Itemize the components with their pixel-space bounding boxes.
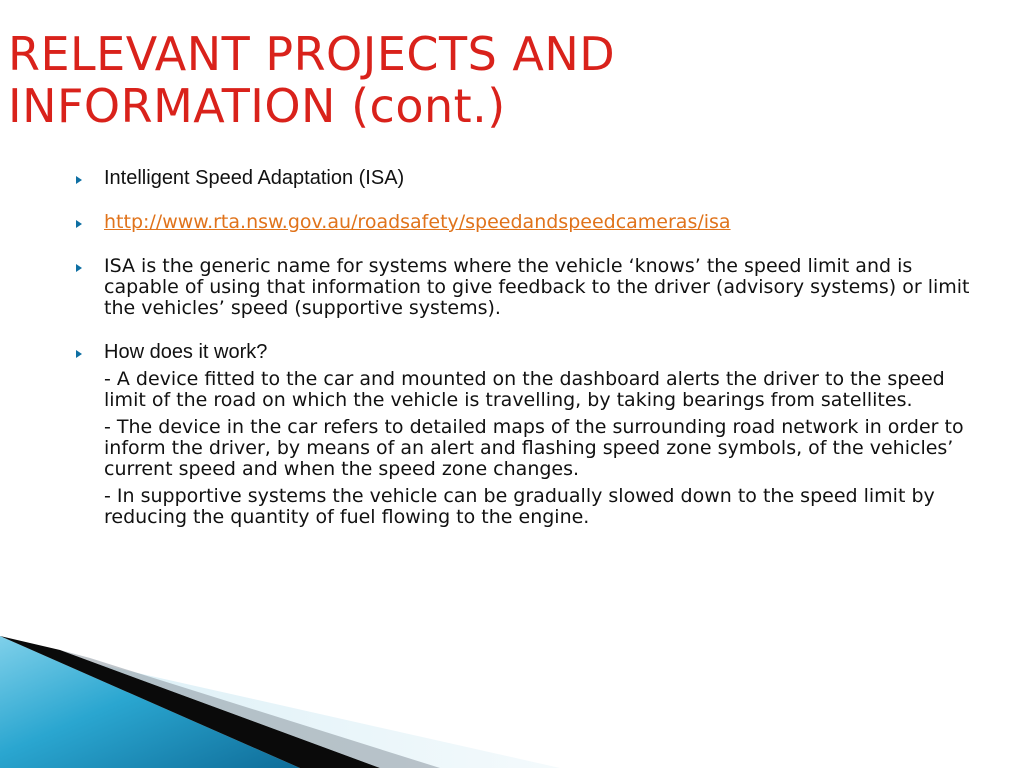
how-point-1: - A device fitted to the car and mounted on the dashboard alerts the driver to the speed limit of the road on which the vehicle is travelling, by taking bearings from satellites. bbox=[104, 368, 945, 411]
isa-heading-text: Intelligent Speed Adaptation (ISA) bbox=[104, 167, 405, 189]
bullet-link bbox=[76, 212, 971, 233]
bullet-list bbox=[76, 168, 971, 551]
slide-title bbox=[8, 28, 1008, 132]
triangle-right-bullet-icon bbox=[76, 350, 82, 358]
how-point-3: - In supportive systems the vehicle can be gradually slowed down to the speed limit by reducing the quantity of fuel flowing to the engine. bbox=[104, 485, 935, 528]
title-line-1: RELEVANT PROJECTS AND bbox=[8, 27, 616, 81]
triangle-right-bullet-icon bbox=[76, 264, 82, 272]
how-point-2: - The device in the car refers to detailed maps of the surrounding road network in order to inform the driver, by means of an alert and flashing speed zone symbols, of the vehicles’ current speed and when the speed zone changes. bbox=[104, 416, 964, 480]
bullet-description bbox=[76, 256, 971, 319]
triangle-right-bullet-icon bbox=[76, 220, 82, 228]
isa-description-text: ISA is the generic name for systems where the vehicle ‘knows’ the speed limit and is capable of using that information to give feedback to the driver (advisory systems) or limit the vehicles’ speed (supportive systems). bbox=[104, 255, 970, 319]
triangle-right-bullet-icon bbox=[76, 176, 82, 184]
title-line-2: INFORMATION (cont.) bbox=[8, 79, 506, 133]
bullet-how-it-works bbox=[76, 342, 971, 528]
decorative-wave-corner bbox=[0, 628, 1024, 768]
how-heading-text: How does it work? bbox=[104, 341, 268, 363]
bullet-isa-heading bbox=[76, 168, 971, 189]
rta-isa-link[interactable]: http://www.rta.nsw.gov.au/roadsafety/speedandspeedcameras/isa bbox=[104, 211, 731, 233]
